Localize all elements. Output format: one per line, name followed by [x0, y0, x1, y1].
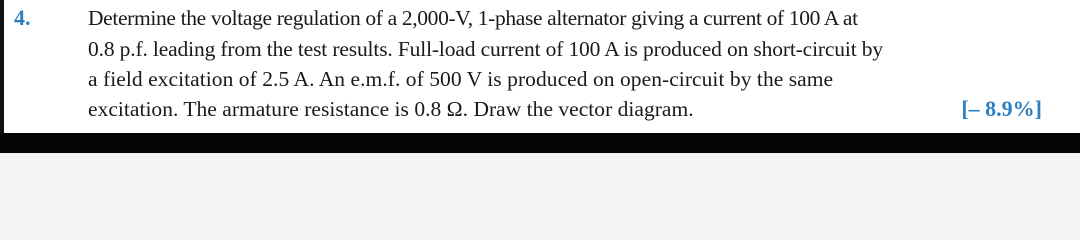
- problem-text-line-1: Determine the voltage regulation of a 2,000-V, 1-phase alternator giving a current of 100 A at: [88, 6, 858, 30]
- problem-number: 4.: [14, 5, 31, 30]
- problem-text-line-2: 0.8 p.f. leading from the test results. Full-load current of 100 A is produced on short-circuit by: [88, 37, 883, 61]
- answer-value: [– 8.9%]: [961, 96, 1042, 121]
- problem-text-line-3: a field excitation of 2.5 A. An e.m.f. of 500 V is produced on open-circuit by the same: [88, 67, 834, 91]
- dark-divider-band: [0, 133, 1080, 153]
- problem-text-line-4: excitation. The armature resistance is 0.8 Ω. Draw the vector diagram.: [88, 97, 694, 121]
